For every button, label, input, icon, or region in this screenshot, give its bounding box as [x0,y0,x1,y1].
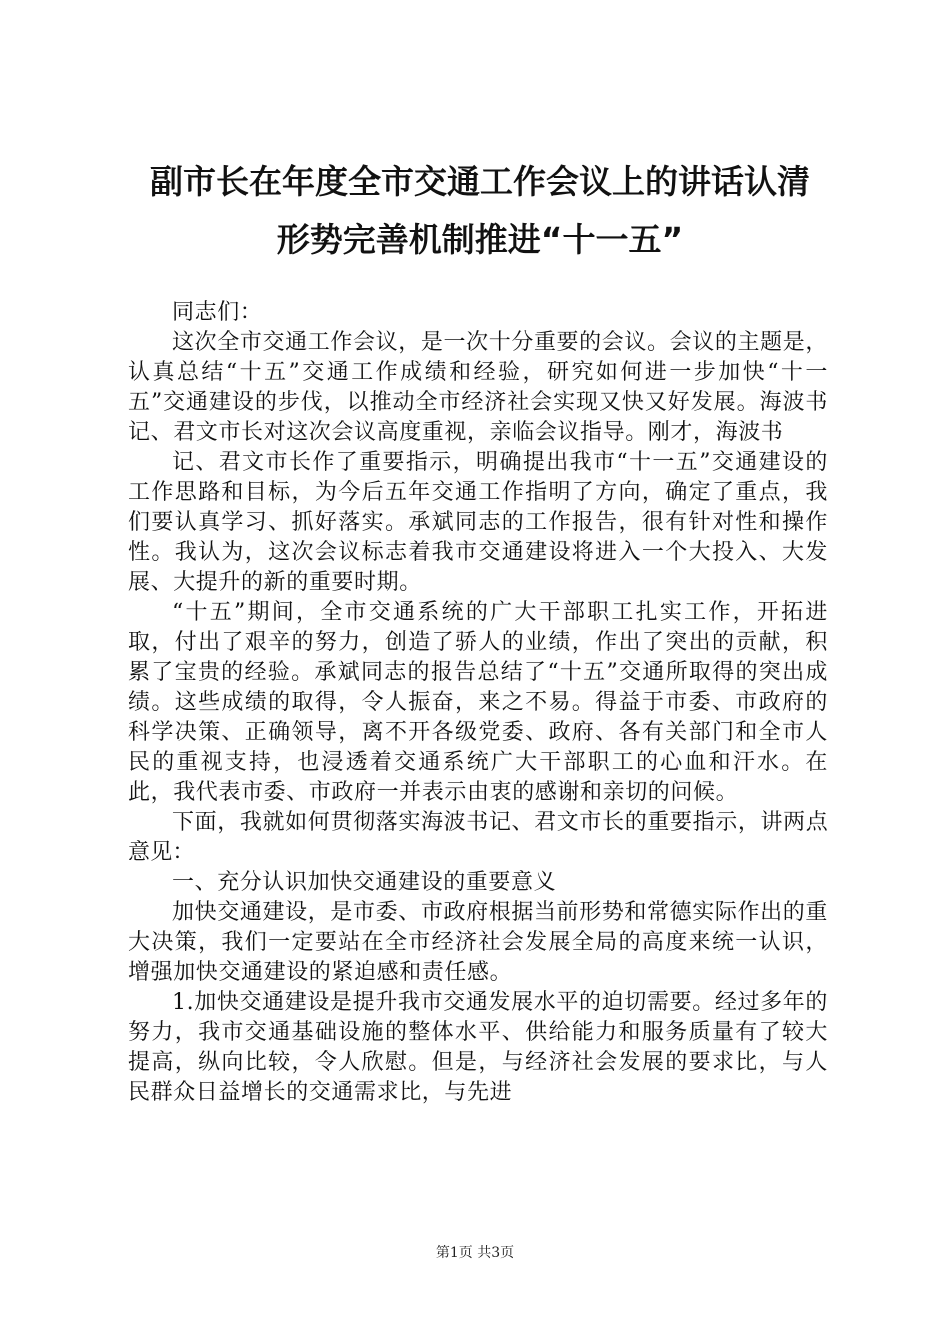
document-body [128,298,828,1108]
paragraph: 下面，我就如何贯彻落实海波书记、君文市长的重要指示，讲两点意见： [128,810,828,865]
document-title-line-2: 形势完善机制推进“十一五” [276,220,684,259]
paragraph: 记、君文市长作了重要指示，明确提出我市“十一五”交通建设的工作思路和目标，为今后五年交通工作指明了方向，确定了重点，我们要认真学习、抓好落实。承斌同志的工作报告，很有针对性和操作性。我认为，这次会议标志着我市交通建设将进入一个大投入、大发展、大提升的新的重要时期。 [128,450,828,595]
paragraph: 1.加快交通建设是提升我市交通发展水平的迫切需要。经过多年的努力，我市交通基础设施的整体水平、供给能力和服务质量有了较大提高，纵向比较，令人欣慰。但是，与经济社会发展的要求比，与人民群众日益增长的交通需求比，与先进 [128,990,828,1105]
paragraph: 加快交通建设，是市委、市政府根据当前形势和常德实际作出的重大决策，我们一定要站在全市经济社会发展全局的高度来统一认识，增强加快交通建设的紧迫感和责任感。 [128,900,828,985]
document-title-line-1: 副市长在年度全市交通工作会议上的讲话认清 [150,162,810,201]
paragraph: 这次全市交通工作会议，是一次十分重要的会议。会议的主题是，认真总结“十五”交通工作成绩和经验，研究如何进一步加快“十一五”交通建设的步伐，以推动全市经济社会实现又快又好发展。海波书记、君文市长对这次会议高度重视，亲临会议指导。刚才，海波书 [128,330,828,445]
page-number-footer: 第1页 共3页 [435,1245,515,1261]
salutation: 同志们： [172,300,263,325]
section-heading: 一、充分认识加快交通建设的重要意义 [172,870,557,895]
paragraph: “十五”期间，全市交通系统的广大干部职工扎实工作，开拓进取，付出了艰辛的努力，创造了骄人的业绩，作出了突出的贡献，积累了宝贵的经验。承斌同志的报告总结了“十五”交通所取得的突出成绩。这些成绩的取得，令人振奋，来之不易。得益于市委、市政府的科学决策、正确领导，离不开各级党委、政府、各有关部门和全市人民的重视支持，也浸透着交通系统广大干部职工的心血和汗水。在此，我代表市委、市政府一并表示由衷的感谢和亲切的问候。 [128,600,828,805]
